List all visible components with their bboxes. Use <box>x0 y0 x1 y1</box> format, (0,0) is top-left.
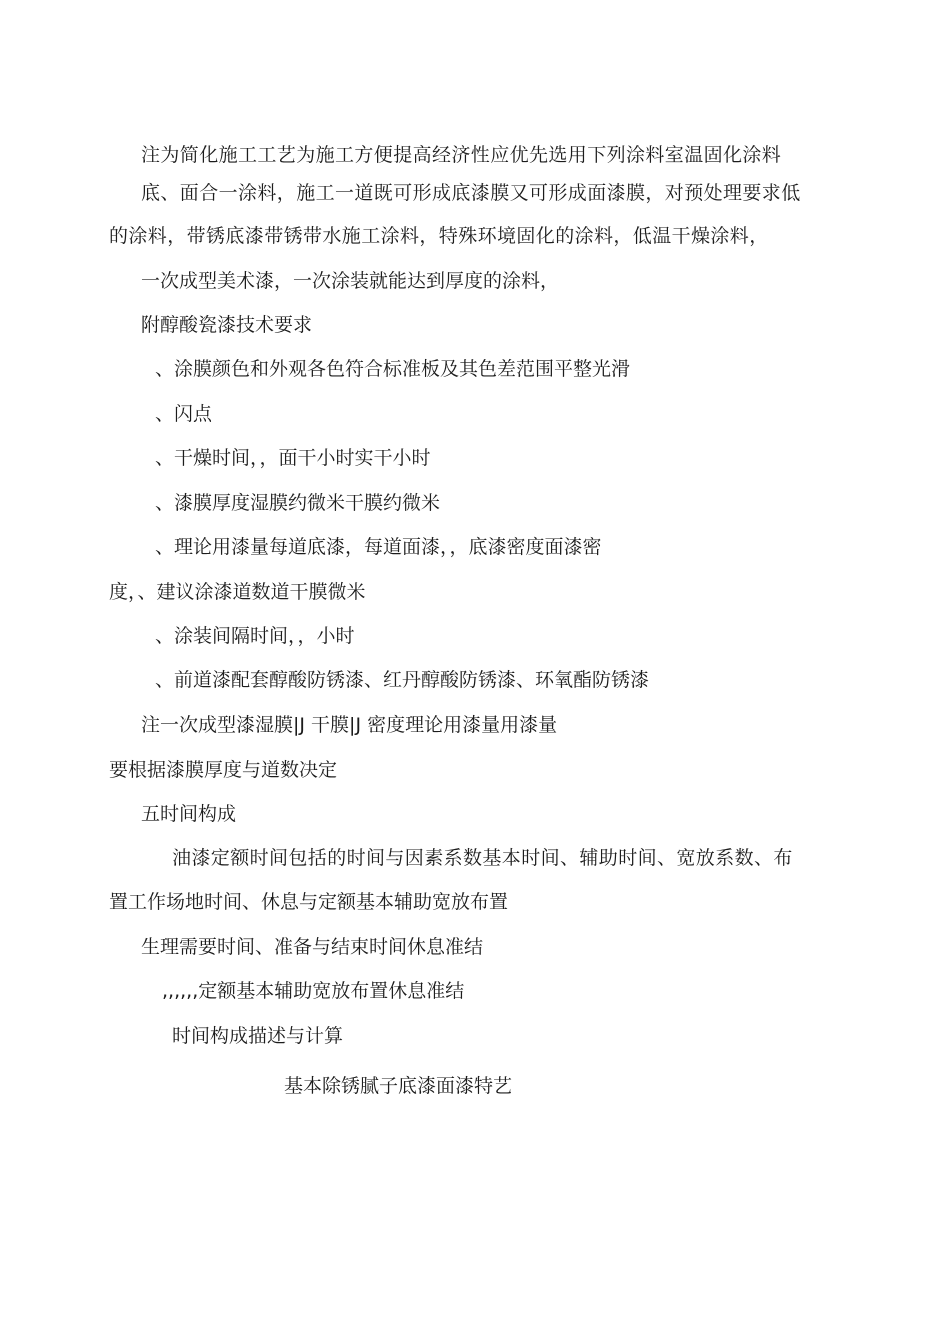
subheading: 时间构成描述与计算 <box>172 1025 344 1047</box>
paragraph-line: 生理需要时间、准备与结束时间休息准结 <box>141 936 484 958</box>
section-heading: 附醇酸瓷漆技术要求 <box>141 314 313 336</box>
paragraph-line-4: 一次成型美术漆，一次涂装就能达到厚度的涂料， <box>141 270 560 292</box>
list-item: 、涂膜颜色和外观各色符合标准板及其色差范围平整光滑 <box>155 358 631 380</box>
note-line-continued: 要根据漆膜厚度与道数决定 <box>109 759 338 781</box>
list-item: 、闪点 <box>155 403 213 425</box>
section-heading-time: 五时间构成 <box>141 803 237 825</box>
paragraph-line-1: 注为简化施工工艺为施工方便提高经济性应优先选用下列涂料室温固化涂料 <box>141 144 782 166</box>
paragraph-line: 油漆定额时间包括的时间与因素系数基本时间、辅助时间、宽放系数、布 <box>172 847 793 869</box>
paragraph-line-3: 的涂料，带锈底漆带锈带水施工涂料，特殊环境固化的涂料，低温干燥涂料， <box>109 225 769 247</box>
list-item: 、干燥时间，，面干小时实干小时 <box>155 447 431 469</box>
list-item-continued: 度，、建议涂漆道数道干膜微米 <box>109 581 366 603</box>
table-header-line: 基本除锈腻子底漆面漆特艺 <box>284 1075 513 1097</box>
paragraph-line-continued: 置工作场地时间、休息与定额基本辅助宽放布置 <box>109 891 509 913</box>
paragraph-line: ,,,,,,定额基本辅助宽放布置休息准结 <box>162 980 465 1002</box>
list-item: 、理论用漆量每道底漆，每道面漆，，底漆密度面漆密 <box>155 536 602 558</box>
list-item: 、漆膜厚度湿膜约微米干膜约微米 <box>155 492 441 514</box>
paragraph-line-2: 底、面合一涂料，施工一道既可形成底漆膜又可形成面漆膜，对预处理要求低 <box>141 182 801 204</box>
note-line: 注一次成型漆湿膜|J 干膜|J 密度理论用漆量用漆量 <box>141 714 558 736</box>
list-item: 、涂装间隔时间，，小时 <box>155 625 355 647</box>
list-item: 、前道漆配套醇酸防锈漆、红丹醇酸防锈漆、环氧酯防锈漆 <box>155 669 650 691</box>
